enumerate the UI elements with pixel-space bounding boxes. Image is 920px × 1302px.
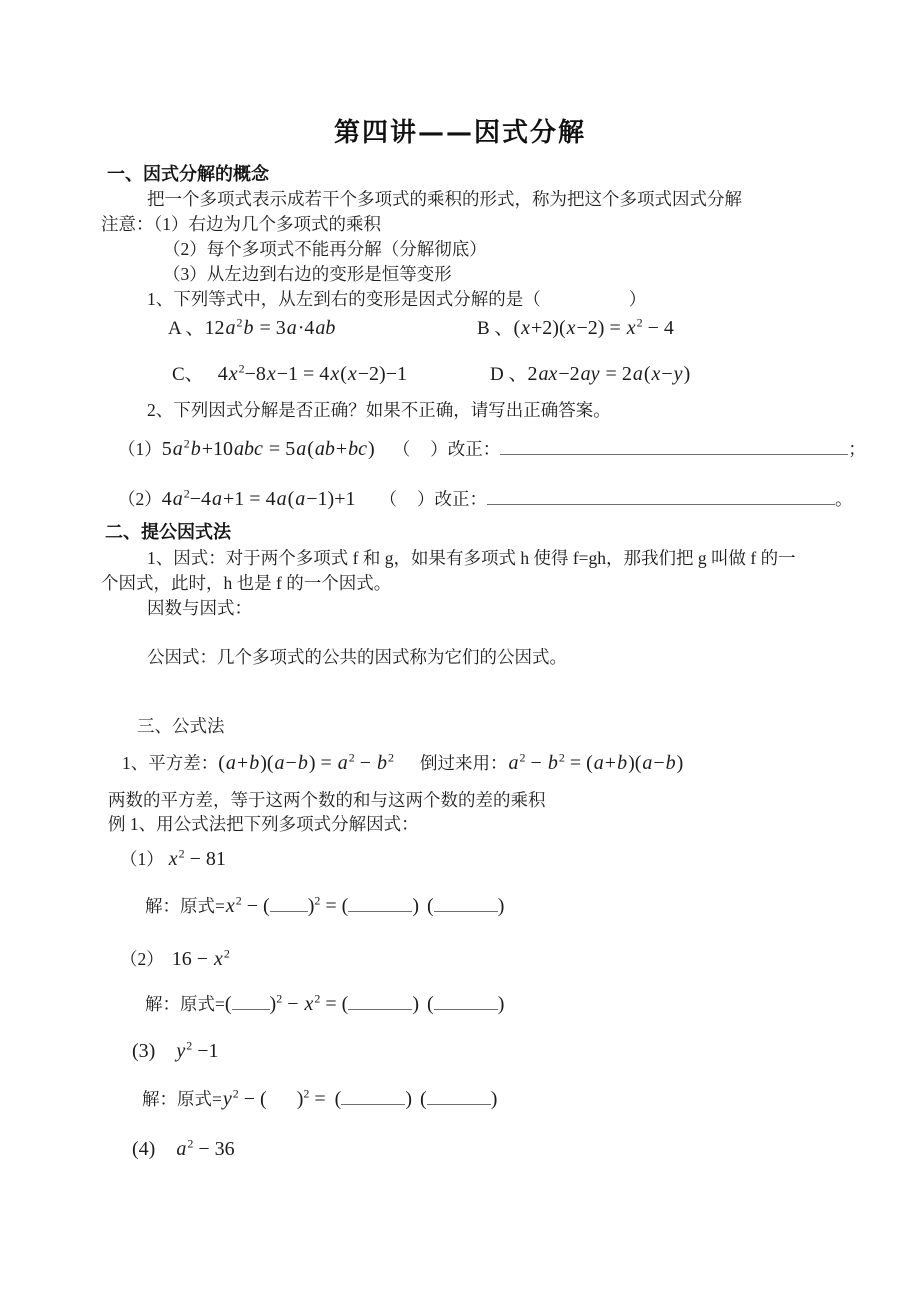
text-run: 解：原式= xyxy=(145,994,225,1014)
math-run: $4x^2-8x-1 = 4x(x-2)-1$ xyxy=(217,361,407,385)
text-run: 注意：（1）右边为几个多项式的乘积 xyxy=(101,214,381,234)
text-run: 1、平方差： xyxy=(122,753,219,773)
spacer xyxy=(267,1104,297,1105)
blank-underline xyxy=(232,994,270,1010)
text-run: ）改正： xyxy=(416,489,487,509)
heading-section-1 xyxy=(107,163,269,186)
spacer xyxy=(155,1154,175,1155)
text-run: 把一个多项式表示成若干个多项式的乘积的形式，称为把这个多项式因式分解 xyxy=(147,189,742,209)
text-run: ） xyxy=(628,289,647,309)
para-note-3 xyxy=(163,263,452,286)
para-note-1 xyxy=(101,213,381,236)
text-run: （2） xyxy=(118,489,162,509)
text-run: 个因式，此时，h 也是 f 的一个因式。 xyxy=(101,573,392,593)
text-run: 解：原式= xyxy=(142,1089,222,1109)
para-definition xyxy=(147,188,742,211)
spacer xyxy=(355,504,379,505)
text-run: ； xyxy=(848,439,866,459)
text-run: 解：原式= xyxy=(145,896,225,916)
math-run: )$^2$ = xyxy=(296,1086,331,1110)
text-run: 倒过来用： xyxy=(420,753,508,773)
math-run: $a^2 - b^2 = (a+b)(a-b)$ xyxy=(508,750,684,774)
math-run: $a^2 - 36$ xyxy=(176,1136,235,1160)
math-run: $x^2$ − ( xyxy=(225,893,270,917)
math-run: ) xyxy=(497,993,505,1015)
math-run: $x^2 - 81$ xyxy=(168,846,226,870)
example-item-2 xyxy=(120,946,230,972)
spacer xyxy=(155,1056,175,1057)
blank-underline xyxy=(487,489,835,505)
blank-underline xyxy=(500,439,848,455)
text-run: 二、提公因式法 xyxy=(105,522,231,542)
blank-underline xyxy=(341,1089,405,1105)
para-square-diff-desc xyxy=(108,789,546,812)
spacer xyxy=(541,304,629,305)
math-run: $5a^2b+10abc = 5a(ab+bc)$ xyxy=(161,436,375,460)
spacer xyxy=(375,454,393,455)
blank-underline xyxy=(348,896,412,912)
example-item-1 xyxy=(120,846,226,872)
para-factor-vs-divisor xyxy=(147,597,252,620)
math-run: ( xyxy=(427,993,434,1015)
spacer xyxy=(204,379,218,380)
text-run: 1、下列等式中，从左到右的变形是因式分解的是（ xyxy=(147,289,541,309)
text-run: 三、公式法 xyxy=(137,716,225,736)
text-run: C、 xyxy=(172,364,204,385)
text-run: 1、因式：对于两个多项式 f 和 g，如果有多项式 h 使得 f=gh，那我们把 g 叫做 f 的一 xyxy=(147,548,796,568)
text-run: 公因式：几个多项式的公共的因式称为它们的公因式。 xyxy=(147,647,567,667)
solution-1 xyxy=(145,893,504,919)
math-run: ( xyxy=(224,993,232,1015)
example-item-4 xyxy=(132,1136,235,1162)
text-run: 例 1、用公式法把下列多项式分解因式： xyxy=(108,814,419,834)
math-run: ) xyxy=(497,895,505,917)
math-run: ) xyxy=(412,993,420,1015)
text-run: 因数与因式： xyxy=(147,598,252,618)
math-run: $(a+b)(a-b) = a^2 - b^2$ xyxy=(218,750,395,774)
text-run: 2、下列因式分解是否正确？如果不正确，请写出正确答案。 xyxy=(147,400,611,420)
math-run: ) xyxy=(490,1088,498,1110)
math-run: $12a^2b = 3a\cdot 4ab$ xyxy=(204,315,336,339)
blank-underline xyxy=(434,896,498,912)
text-run: （2）每个多项式不能再分解（分解彻底） xyxy=(163,239,487,259)
text-run: ）改正： xyxy=(430,439,501,459)
math-run: $y^2$ − ( xyxy=(222,1086,267,1110)
spacer xyxy=(394,768,420,769)
blank-underline xyxy=(427,1089,491,1105)
text-run: （1） xyxy=(118,439,162,459)
math-run: ) xyxy=(412,895,420,917)
spacer xyxy=(419,1009,427,1010)
para-common-factor xyxy=(147,646,567,669)
formula-square-difference xyxy=(122,750,683,776)
option-d xyxy=(490,361,690,388)
example-item-3 xyxy=(132,1038,219,1064)
check-item-2 xyxy=(118,486,852,512)
math-run: 2ax−2ay = 2a(x−y) xyxy=(527,363,691,385)
text-run: （2） xyxy=(120,949,164,969)
math-run: ( xyxy=(427,895,434,917)
math-run: ( xyxy=(420,1088,427,1110)
math-run: ( xyxy=(334,1088,342,1110)
math-run: $4a^2-4a+1 = 4a(a-1)+1$ xyxy=(161,486,356,510)
para-note-2 xyxy=(163,238,487,261)
blank-underline xyxy=(270,896,308,912)
spacer xyxy=(397,504,417,505)
text-run: 两数的平方差，等于这两个数的和与这两个数的差的乘积 xyxy=(108,790,546,810)
math-run: )$^2$ = ( xyxy=(307,893,349,917)
para-factor-def-2 xyxy=(101,572,391,595)
heading-section-3 xyxy=(137,715,225,738)
option-a xyxy=(168,315,336,342)
heading-section-2 xyxy=(105,521,231,544)
text-run: B 、 xyxy=(477,318,514,339)
para-example-1-intro xyxy=(108,813,419,836)
text-run: 。 xyxy=(834,489,853,509)
spacer xyxy=(419,911,427,912)
math-run: $16 - x^2$ xyxy=(171,946,230,970)
spacer xyxy=(410,454,430,455)
spacer xyxy=(164,964,172,965)
text-run: （3）从左边到右边的变形是恒等变形 xyxy=(163,264,452,284)
question-1 xyxy=(147,288,646,311)
check-item-1 xyxy=(118,436,866,462)
blank-underline xyxy=(434,994,498,1010)
math-run: (3) xyxy=(132,1040,156,1062)
math-run: $(x+2)(x-2) = x^2 - 4$ xyxy=(513,315,674,339)
para-factor-def-1 xyxy=(147,547,796,570)
spacer xyxy=(412,1104,420,1105)
solution-2 xyxy=(145,991,504,1017)
text-run: （ xyxy=(379,489,397,509)
math-run: (4) xyxy=(132,1138,156,1160)
text-run: （1） xyxy=(120,849,164,869)
solution-3 xyxy=(142,1086,497,1112)
text-run: 一、因式分解的概念 xyxy=(107,164,269,184)
option-c xyxy=(172,361,407,388)
page-title: 第四讲——因式分解 xyxy=(333,118,586,148)
text-run: D 、 xyxy=(490,364,528,385)
math-run: $y^2 -1$ xyxy=(176,1038,219,1062)
text-run: （ xyxy=(392,439,411,459)
option-b xyxy=(477,315,674,342)
blank-underline xyxy=(348,994,412,1010)
math-run: ) xyxy=(405,1088,413,1110)
text-run: A 、 xyxy=(168,318,205,339)
math-run: )$^2 - x^2$ = ( xyxy=(269,991,349,1015)
question-2 xyxy=(147,399,611,422)
